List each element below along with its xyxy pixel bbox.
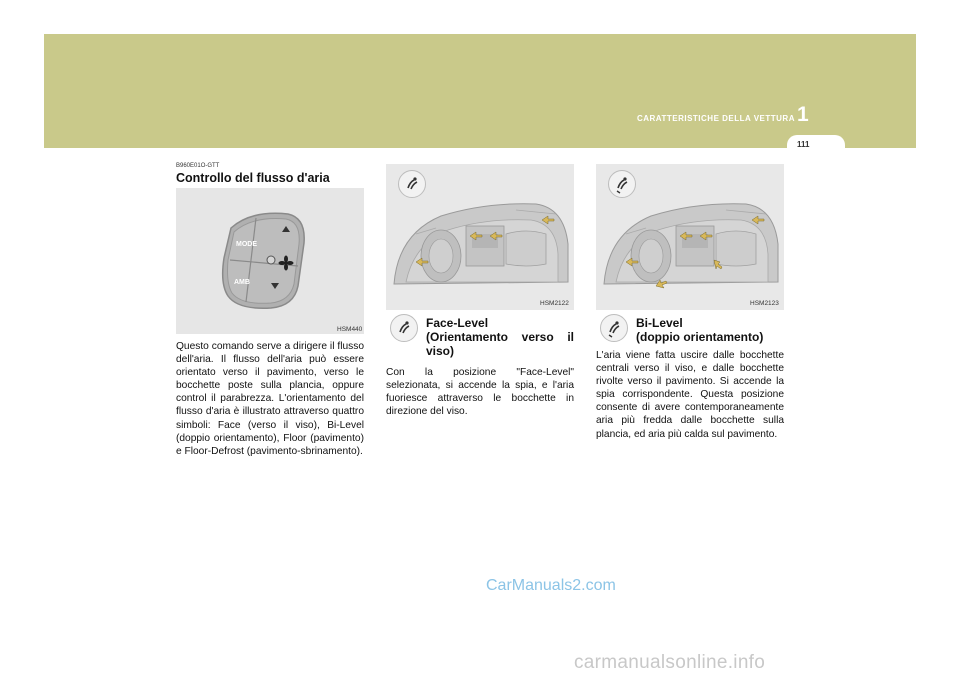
bi-level-vent-icon bbox=[608, 170, 636, 198]
header-band bbox=[44, 34, 916, 148]
face-level-heading bbox=[426, 316, 574, 358]
amb-button-label: AMB bbox=[234, 279, 250, 286]
page-number: 111 bbox=[797, 140, 810, 149]
figure-label-hsm2123: HSM2123 bbox=[750, 300, 779, 307]
bi-level-subhead-icon bbox=[600, 314, 628, 342]
face-level-heading-line3: viso) bbox=[426, 344, 455, 358]
face-level-figure bbox=[386, 164, 574, 310]
section-code: B960E01O-GTT bbox=[176, 163, 220, 169]
intro-paragraph: Questo comando serve a dirigere il flusso dell'aria. Il flusso dell'aria può essere orientato verso il pavimento, verso le bocchette poste sulla plancia, oppure control il parabrezza. L'orientamento del flusso d'aria è illustrato attraverso quattro simboli: Face (verso il viso), Bi-Level (doppio orientamento), Floor (pavimento) e Floor-Defrost (pavimento-sbrinamento). bbox=[176, 341, 364, 457]
figure-label-hsm2122: HSM2122 bbox=[540, 300, 569, 307]
face-level-subhead-icon bbox=[390, 314, 418, 342]
bi-level-paragraph: L'aria viene fatta uscire dalle bocchette centrali verso il viso, e dalle bocchette rivolte verso il pavimento. Si accende la spia corrispondente. Questa posizione consente di avere contemporaneamente aria più fredda dalle bocchette sulla plancia, ed aria più calda sul pavimento. bbox=[596, 350, 784, 440]
bi-level-heading-line2: (doppio orientamento) bbox=[636, 330, 764, 344]
footer-url: carmanualsonline.info bbox=[574, 652, 766, 673]
watermark-text: CarManuals2.com bbox=[486, 577, 616, 594]
face-vent-icon bbox=[398, 170, 426, 198]
chapter-number: 1 bbox=[797, 103, 809, 126]
bi-level-figure bbox=[596, 164, 784, 310]
bi-level-heading bbox=[636, 316, 784, 344]
section-title: CARATTERISTICHE DELLA VETTURA bbox=[636, 114, 795, 123]
mode-button-label: MODE bbox=[236, 241, 257, 248]
bi-level-heading-line1: Bi-Level bbox=[636, 316, 683, 330]
mode-control-figure bbox=[176, 188, 364, 334]
mode-control-illustration bbox=[176, 188, 364, 334]
page-title: Controllo del flusso d'aria bbox=[176, 171, 330, 185]
face-level-heading-line1: Face-Level bbox=[426, 316, 489, 330]
face-level-paragraph: Con la posizione "Face-Level" selezionata, si accende la spia, e l'aria fuoriesce attraverso le bocchette in direzione del viso. bbox=[386, 367, 574, 418]
figure-label-hsm440: HSM440 bbox=[337, 326, 363, 333]
face-level-heading-line2: (Orientamento verso il bbox=[426, 330, 574, 344]
page-number-tab bbox=[787, 135, 845, 155]
